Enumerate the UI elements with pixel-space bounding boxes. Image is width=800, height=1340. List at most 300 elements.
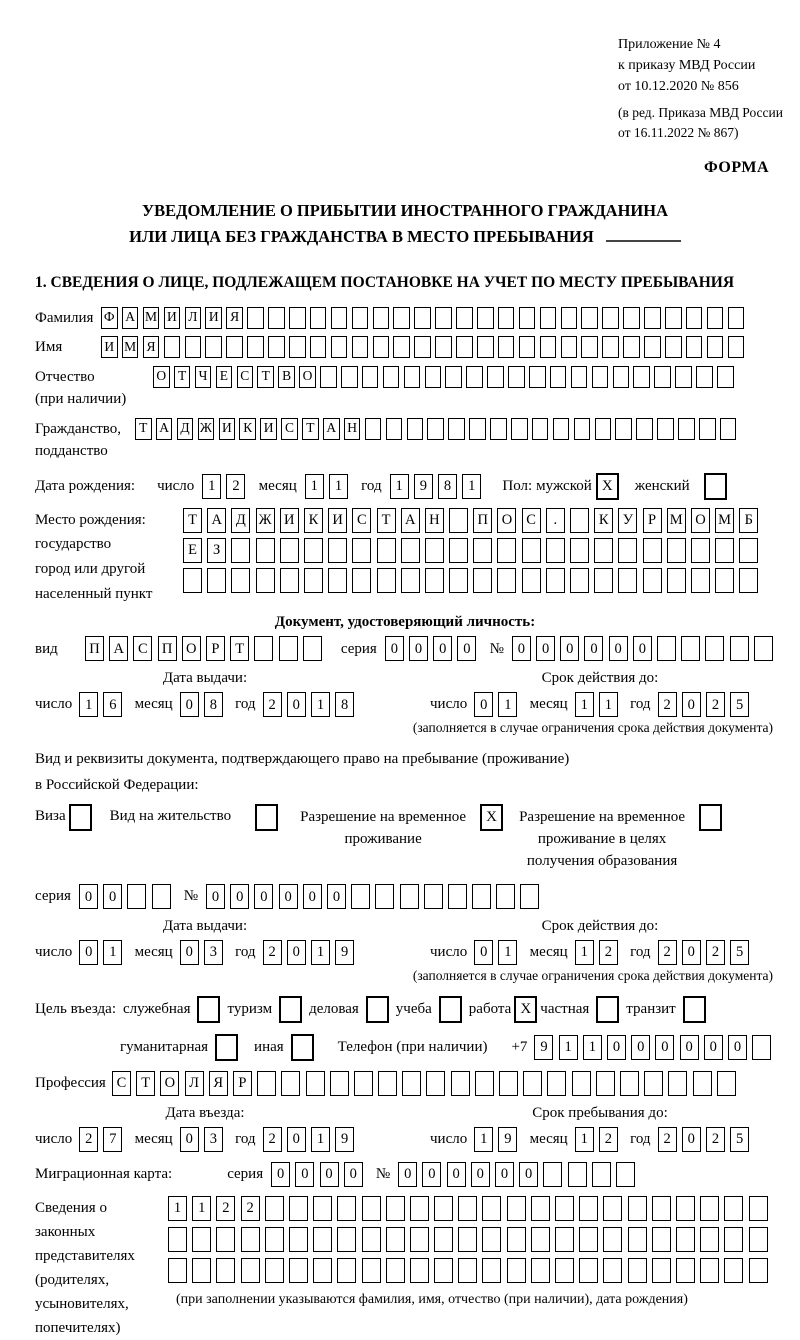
char-cell[interactable]: 0 — [704, 1035, 723, 1060]
char-cell[interactable]: С — [352, 508, 371, 533]
char-cell[interactable] — [618, 538, 637, 563]
char-cell[interactable] — [383, 366, 400, 388]
char-cell[interactable] — [330, 1071, 349, 1096]
char-cell[interactable]: О — [160, 1071, 179, 1096]
char-cell[interactable] — [550, 366, 567, 388]
char-cell[interactable]: П — [473, 508, 492, 533]
char-cell[interactable] — [362, 1227, 381, 1252]
char-cell[interactable] — [519, 307, 536, 329]
char-cell[interactable] — [386, 1196, 405, 1221]
char-cell[interactable] — [351, 884, 370, 909]
char-cell[interactable]: 0 — [584, 636, 603, 661]
char-cell[interactable] — [686, 336, 703, 358]
char-cell[interactable] — [678, 418, 695, 440]
char-cell[interactable] — [265, 1258, 284, 1283]
char-cell[interactable]: 1 — [575, 1127, 594, 1152]
char-cell[interactable]: 8 — [204, 692, 223, 717]
char-cell[interactable]: 2 — [263, 1127, 282, 1152]
char-cell[interactable] — [596, 1071, 615, 1096]
char-cell[interactable]: 1 — [311, 940, 330, 965]
char-cell[interactable]: 1 — [329, 474, 348, 499]
char-cell[interactable] — [401, 538, 420, 563]
char-cell[interactable] — [490, 418, 507, 440]
char-cell[interactable]: И — [328, 508, 347, 533]
char-cell[interactable]: 0 — [409, 636, 428, 661]
char-cell[interactable] — [313, 1196, 332, 1221]
char-cell[interactable] — [256, 568, 275, 593]
char-cell[interactable] — [427, 418, 444, 440]
char-cell[interactable]: К — [239, 418, 256, 440]
char-cell[interactable]: 1 — [192, 1196, 211, 1221]
char-cell[interactable] — [410, 1196, 429, 1221]
char-cell[interactable]: Д — [177, 418, 194, 440]
char-cell[interactable] — [373, 336, 390, 358]
char-cell[interactable] — [482, 1227, 501, 1252]
char-cell[interactable]: К — [304, 508, 323, 533]
char-cell[interactable]: 0 — [180, 692, 199, 717]
char-cell[interactable] — [665, 307, 682, 329]
char-cell[interactable] — [730, 636, 749, 661]
char-cell[interactable]: А — [207, 508, 226, 533]
char-cell[interactable] — [570, 568, 589, 593]
char-cell[interactable]: 0 — [631, 1035, 650, 1060]
char-cell[interactable] — [705, 636, 724, 661]
char-cell[interactable] — [414, 307, 431, 329]
char-cell[interactable] — [657, 418, 674, 440]
char-cell[interactable]: О — [182, 636, 201, 661]
char-cell[interactable]: 0 — [287, 940, 306, 965]
char-cell[interactable] — [313, 1227, 332, 1252]
char-cell[interactable]: Т — [257, 366, 274, 388]
char-cell[interactable] — [482, 1258, 501, 1283]
char-cell[interactable] — [667, 568, 686, 593]
char-cell[interactable] — [168, 1227, 187, 1252]
char-cell[interactable] — [281, 1071, 300, 1096]
char-cell[interactable]: 3 — [204, 940, 223, 965]
char-cell[interactable]: 0 — [495, 1162, 514, 1187]
char-cell[interactable]: 3 — [204, 1127, 223, 1152]
char-cell[interactable] — [654, 366, 671, 388]
char-cell[interactable] — [739, 568, 758, 593]
char-cell[interactable]: . — [546, 508, 565, 533]
char-cell[interactable]: Н — [425, 508, 444, 533]
char-cell[interactable] — [739, 538, 758, 563]
char-cell[interactable]: И — [280, 508, 299, 533]
char-cell[interactable] — [531, 1196, 550, 1221]
char-cell[interactable]: 0 — [398, 1162, 417, 1187]
char-cell[interactable] — [715, 538, 734, 563]
visa-checkbox[interactable] — [69, 804, 92, 831]
char-cell[interactable] — [303, 636, 322, 661]
char-cell[interactable] — [449, 568, 468, 593]
char-cell[interactable]: 0 — [474, 940, 493, 965]
char-cell[interactable] — [289, 1227, 308, 1252]
char-cell[interactable] — [487, 366, 504, 388]
char-cell[interactable] — [310, 336, 327, 358]
char-cell[interactable]: 0 — [682, 692, 701, 717]
char-cell[interactable]: А — [401, 508, 420, 533]
char-cell[interactable]: Т — [230, 636, 249, 661]
char-cell[interactable]: Ж — [198, 418, 215, 440]
char-cell[interactable] — [644, 1071, 663, 1096]
char-cell[interactable] — [686, 307, 703, 329]
char-cell[interactable] — [477, 336, 494, 358]
char-cell[interactable] — [435, 307, 452, 329]
purpose-transit-checkbox[interactable] — [683, 996, 706, 1023]
char-cell[interactable] — [352, 538, 371, 563]
char-cell[interactable] — [127, 884, 146, 909]
char-cell[interactable] — [511, 418, 528, 440]
char-cell[interactable]: 5 — [730, 692, 749, 717]
char-cell[interactable] — [676, 1196, 695, 1221]
char-cell[interactable] — [579, 1196, 598, 1221]
char-cell[interactable] — [331, 307, 348, 329]
char-cell[interactable] — [435, 336, 452, 358]
char-cell[interactable] — [434, 1196, 453, 1221]
char-cell[interactable] — [448, 418, 465, 440]
char-cell[interactable] — [328, 568, 347, 593]
char-cell[interactable] — [386, 1227, 405, 1252]
char-cell[interactable]: Л — [185, 1071, 204, 1096]
char-cell[interactable] — [531, 1258, 550, 1283]
char-cell[interactable]: 0 — [607, 1035, 626, 1060]
purpose-official-checkbox[interactable] — [197, 996, 220, 1023]
char-cell[interactable] — [546, 538, 565, 563]
char-cell[interactable] — [620, 1071, 639, 1096]
char-cell[interactable] — [520, 884, 539, 909]
char-cell[interactable]: 1 — [202, 474, 221, 499]
char-cell[interactable] — [628, 1196, 647, 1221]
char-cell[interactable] — [207, 568, 226, 593]
char-cell[interactable] — [571, 366, 588, 388]
char-cell[interactable] — [365, 418, 382, 440]
char-cell[interactable] — [425, 366, 442, 388]
char-cell[interactable] — [404, 366, 421, 388]
char-cell[interactable]: П — [158, 636, 177, 661]
char-cell[interactable] — [279, 636, 298, 661]
char-cell[interactable]: 0 — [206, 884, 225, 909]
char-cell[interactable] — [749, 1196, 768, 1221]
char-cell[interactable] — [644, 307, 661, 329]
char-cell[interactable]: 2 — [263, 940, 282, 965]
char-cell[interactable]: Д — [231, 508, 250, 533]
char-cell[interactable] — [540, 307, 557, 329]
char-cell[interactable] — [579, 1227, 598, 1252]
char-cell[interactable] — [477, 307, 494, 329]
char-cell[interactable] — [386, 1258, 405, 1283]
char-cell[interactable] — [496, 884, 515, 909]
char-cell[interactable] — [280, 538, 299, 563]
char-cell[interactable]: 1 — [311, 692, 330, 717]
char-cell[interactable] — [268, 336, 285, 358]
char-cell[interactable] — [675, 366, 692, 388]
char-cell[interactable] — [749, 1258, 768, 1283]
char-cell[interactable] — [425, 538, 444, 563]
char-cell[interactable]: 1 — [462, 474, 481, 499]
char-cell[interactable]: Я — [209, 1071, 228, 1096]
char-cell[interactable] — [628, 1227, 647, 1252]
char-cell[interactable] — [561, 307, 578, 329]
char-cell[interactable]: Е — [183, 538, 202, 563]
char-cell[interactable] — [400, 884, 419, 909]
char-cell[interactable] — [555, 1227, 574, 1252]
char-cell[interactable] — [306, 1071, 325, 1096]
char-cell[interactable]: С — [237, 366, 254, 388]
char-cell[interactable] — [241, 1227, 260, 1252]
char-cell[interactable] — [728, 336, 745, 358]
purpose-business-checkbox[interactable] — [366, 996, 389, 1023]
char-cell[interactable]: 0 — [474, 692, 493, 717]
char-cell[interactable]: У — [618, 508, 637, 533]
char-cell[interactable]: 0 — [519, 1162, 538, 1187]
char-cell[interactable] — [373, 307, 390, 329]
char-cell[interactable] — [752, 1035, 771, 1060]
char-cell[interactable] — [216, 1227, 235, 1252]
char-cell[interactable] — [696, 366, 713, 388]
char-cell[interactable]: А — [323, 418, 340, 440]
char-cell[interactable]: 2 — [706, 1127, 725, 1152]
char-cell[interactable] — [652, 1227, 671, 1252]
char-cell[interactable] — [247, 307, 264, 329]
char-cell[interactable] — [362, 1258, 381, 1283]
char-cell[interactable] — [499, 1071, 518, 1096]
char-cell[interactable]: 2 — [706, 692, 725, 717]
char-cell[interactable]: 0 — [682, 1127, 701, 1152]
char-cell[interactable]: 7 — [103, 1127, 122, 1152]
char-cell[interactable] — [449, 508, 468, 533]
char-cell[interactable] — [231, 568, 250, 593]
char-cell[interactable]: 0 — [560, 636, 579, 661]
char-cell[interactable] — [507, 1227, 526, 1252]
char-cell[interactable] — [540, 336, 557, 358]
char-cell[interactable]: М — [122, 336, 139, 358]
char-cell[interactable]: М — [715, 508, 734, 533]
char-cell[interactable]: 0 — [271, 1162, 290, 1187]
char-cell[interactable]: И — [219, 418, 236, 440]
char-cell[interactable]: О — [299, 366, 316, 388]
char-cell[interactable]: Б — [739, 508, 758, 533]
char-cell[interactable] — [456, 336, 473, 358]
char-cell[interactable]: 1 — [599, 692, 618, 717]
char-cell[interactable] — [508, 366, 525, 388]
char-cell[interactable]: 1 — [575, 692, 594, 717]
char-cell[interactable]: 1 — [559, 1035, 578, 1060]
char-cell[interactable] — [700, 1227, 719, 1252]
char-cell[interactable] — [310, 307, 327, 329]
char-cell[interactable] — [378, 1071, 397, 1096]
char-cell[interactable] — [592, 366, 609, 388]
char-cell[interactable] — [657, 636, 676, 661]
char-cell[interactable]: З — [207, 538, 226, 563]
char-cell[interactable]: Т — [302, 418, 319, 440]
char-cell[interactable]: 0 — [103, 884, 122, 909]
char-cell[interactable]: 2 — [658, 1127, 677, 1152]
char-cell[interactable] — [644, 336, 661, 358]
char-cell[interactable] — [451, 1071, 470, 1096]
char-cell[interactable]: 0 — [320, 1162, 339, 1187]
char-cell[interactable]: И — [101, 336, 118, 358]
char-cell[interactable]: 0 — [180, 1127, 199, 1152]
char-cell[interactable]: 0 — [471, 1162, 490, 1187]
char-cell[interactable] — [728, 307, 745, 329]
char-cell[interactable] — [724, 1227, 743, 1252]
char-cell[interactable] — [386, 418, 403, 440]
char-cell[interactable]: С — [281, 418, 298, 440]
char-cell[interactable] — [602, 336, 619, 358]
char-cell[interactable]: 0 — [327, 884, 346, 909]
char-cell[interactable]: 6 — [103, 692, 122, 717]
char-cell[interactable]: 0 — [79, 884, 98, 909]
char-cell[interactable]: 9 — [534, 1035, 553, 1060]
char-cell[interactable]: С — [522, 508, 541, 533]
char-cell[interactable]: 2 — [241, 1196, 260, 1221]
char-cell[interactable]: 0 — [287, 1127, 306, 1152]
char-cell[interactable] — [401, 568, 420, 593]
char-cell[interactable] — [164, 336, 181, 358]
char-cell[interactable] — [337, 1227, 356, 1252]
char-cell[interactable]: К — [594, 508, 613, 533]
char-cell[interactable] — [414, 336, 431, 358]
char-cell[interactable] — [362, 366, 379, 388]
char-cell[interactable]: Ч — [195, 366, 212, 388]
char-cell[interactable] — [691, 568, 710, 593]
char-cell[interactable]: 0 — [728, 1035, 747, 1060]
char-cell[interactable] — [434, 1227, 453, 1252]
char-cell[interactable] — [623, 307, 640, 329]
char-cell[interactable]: 1 — [498, 940, 517, 965]
char-cell[interactable]: 0 — [536, 636, 555, 661]
char-cell[interactable]: Р — [206, 636, 225, 661]
char-cell[interactable] — [241, 1258, 260, 1283]
char-cell[interactable] — [652, 1196, 671, 1221]
char-cell[interactable] — [546, 568, 565, 593]
char-cell[interactable]: 0 — [303, 884, 322, 909]
char-cell[interactable] — [574, 418, 591, 440]
char-cell[interactable] — [720, 418, 737, 440]
char-cell[interactable] — [280, 568, 299, 593]
char-cell[interactable] — [458, 1227, 477, 1252]
char-cell[interactable]: 2 — [216, 1196, 235, 1221]
char-cell[interactable]: 2 — [79, 1127, 98, 1152]
char-cell[interactable] — [602, 307, 619, 329]
char-cell[interactable] — [304, 538, 323, 563]
char-cell[interactable] — [522, 568, 541, 593]
char-cell[interactable] — [289, 336, 306, 358]
char-cell[interactable] — [377, 568, 396, 593]
char-cell[interactable] — [247, 336, 264, 358]
char-cell[interactable] — [168, 1258, 187, 1283]
char-cell[interactable] — [449, 538, 468, 563]
char-cell[interactable]: 0 — [609, 636, 628, 661]
purpose-study-checkbox[interactable] — [439, 996, 462, 1023]
char-cell[interactable] — [216, 1258, 235, 1283]
purpose-private-checkbox[interactable] — [596, 996, 619, 1023]
char-cell[interactable] — [681, 636, 700, 661]
char-cell[interactable] — [531, 1227, 550, 1252]
purpose-work-checkbox[interactable]: X — [514, 996, 537, 1023]
char-cell[interactable]: 0 — [682, 940, 701, 965]
char-cell[interactable] — [466, 366, 483, 388]
char-cell[interactable]: 1 — [311, 1127, 330, 1152]
char-cell[interactable]: М — [143, 307, 160, 329]
char-cell[interactable]: 2 — [599, 1127, 618, 1152]
char-cell[interactable]: 9 — [335, 1127, 354, 1152]
char-cell[interactable]: 0 — [680, 1035, 699, 1060]
char-cell[interactable] — [426, 1071, 445, 1096]
char-cell[interactable] — [507, 1196, 526, 1221]
char-cell[interactable]: 0 — [287, 692, 306, 717]
char-cell[interactable]: 5 — [730, 940, 749, 965]
char-cell[interactable] — [592, 1162, 611, 1187]
char-cell[interactable] — [603, 1227, 622, 1252]
char-cell[interactable] — [693, 1071, 712, 1096]
char-cell[interactable]: Я — [143, 336, 160, 358]
char-cell[interactable] — [497, 568, 516, 593]
char-cell[interactable]: 0 — [447, 1162, 466, 1187]
char-cell[interactable] — [529, 366, 546, 388]
char-cell[interactable] — [700, 1258, 719, 1283]
char-cell[interactable]: С — [133, 636, 152, 661]
char-cell[interactable] — [668, 1071, 687, 1096]
residence-permit-checkbox[interactable] — [255, 804, 278, 831]
char-cell[interactable] — [362, 1196, 381, 1221]
char-cell[interactable] — [393, 336, 410, 358]
char-cell[interactable] — [570, 508, 589, 533]
char-cell[interactable]: Н — [344, 418, 361, 440]
char-cell[interactable] — [707, 336, 724, 358]
char-cell[interactable] — [628, 1258, 647, 1283]
char-cell[interactable] — [613, 366, 630, 388]
char-cell[interactable] — [616, 1162, 635, 1187]
char-cell[interactable] — [652, 1258, 671, 1283]
char-cell[interactable] — [643, 568, 662, 593]
char-cell[interactable] — [469, 418, 486, 440]
char-cell[interactable] — [507, 1258, 526, 1283]
char-cell[interactable] — [448, 884, 467, 909]
char-cell[interactable]: 1 — [103, 940, 122, 965]
char-cell[interactable] — [473, 538, 492, 563]
char-cell[interactable]: Т — [136, 1071, 155, 1096]
char-cell[interactable]: Р — [643, 508, 662, 533]
sex-female-checkbox[interactable] — [704, 473, 727, 500]
char-cell[interactable] — [434, 1258, 453, 1283]
char-cell[interactable]: 1 — [390, 474, 409, 499]
char-cell[interactable] — [615, 418, 632, 440]
char-cell[interactable] — [498, 336, 515, 358]
char-cell[interactable]: Т — [174, 366, 191, 388]
char-cell[interactable] — [185, 336, 202, 358]
char-cell[interactable] — [581, 307, 598, 329]
char-cell[interactable] — [522, 538, 541, 563]
char-cell[interactable] — [183, 568, 202, 593]
char-cell[interactable] — [254, 636, 273, 661]
char-cell[interactable]: 0 — [385, 636, 404, 661]
char-cell[interactable]: Т — [183, 508, 202, 533]
char-cell[interactable]: О — [153, 366, 170, 388]
char-cell[interactable] — [410, 1258, 429, 1283]
char-cell[interactable] — [623, 336, 640, 358]
char-cell[interactable] — [676, 1258, 695, 1283]
char-cell[interactable]: 5 — [730, 1127, 749, 1152]
char-cell[interactable] — [594, 538, 613, 563]
char-cell[interactable]: 1 — [168, 1196, 187, 1221]
char-cell[interactable] — [754, 636, 773, 661]
char-cell[interactable]: 9 — [414, 474, 433, 499]
char-cell[interactable] — [313, 1258, 332, 1283]
char-cell[interactable] — [724, 1258, 743, 1283]
char-cell[interactable]: 1 — [575, 940, 594, 965]
char-cell[interactable] — [407, 418, 424, 440]
